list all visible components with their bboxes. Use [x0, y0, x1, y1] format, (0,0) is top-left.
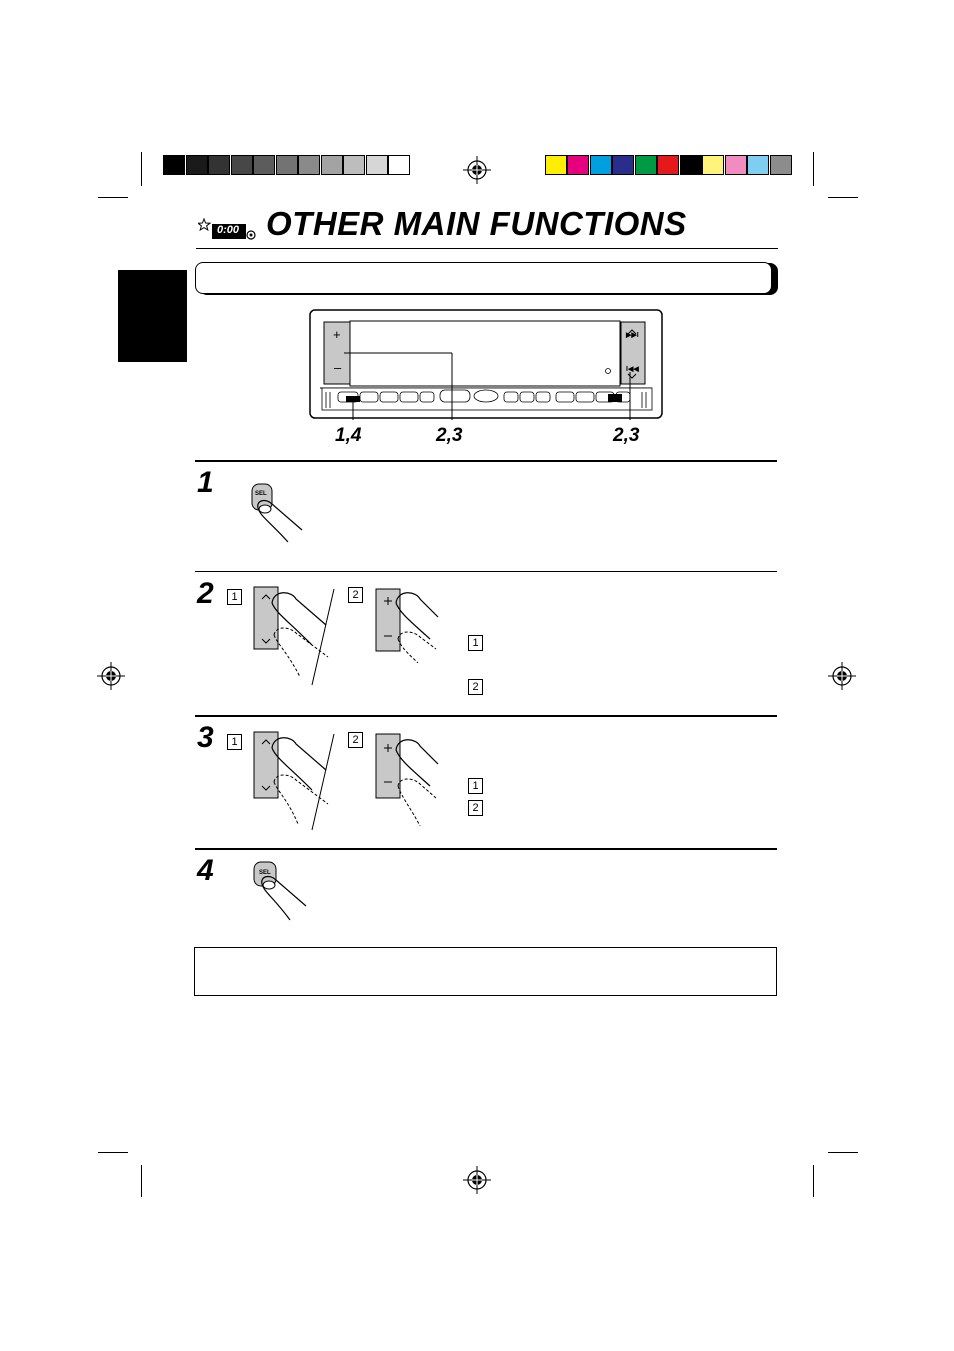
gray-swatch	[276, 155, 298, 175]
step-divider	[195, 715, 777, 717]
step-number-3: 3	[197, 721, 214, 754]
skip-back-icon: I◀◀	[626, 366, 639, 373]
volume-plus-label: +	[333, 327, 341, 342]
callout-volume: 2,3	[436, 425, 463, 446]
color-swatch	[567, 155, 589, 175]
section-heading-bar	[195, 262, 772, 294]
step-number-2: 2	[197, 577, 214, 610]
list-marker: 1	[468, 635, 483, 651]
gray-swatch	[298, 155, 320, 175]
sel-button-label: SEL	[255, 491, 267, 497]
gray-swatch	[231, 155, 253, 175]
gray-swatch	[163, 155, 185, 175]
step-divider	[195, 848, 777, 850]
registration-target-icon	[463, 156, 491, 184]
gray-swatch	[388, 155, 410, 175]
registration-target-icon	[463, 1166, 491, 1194]
color-swatch	[747, 155, 769, 175]
step-divider	[195, 460, 777, 462]
sub-marker: 2	[348, 732, 363, 748]
finger-press-skip-icon	[252, 585, 342, 687]
color-swatch	[725, 155, 747, 175]
callout-sel: 1,4	[335, 425, 362, 446]
sub-marker: 1	[227, 589, 242, 605]
color-swatch	[770, 155, 792, 175]
sel-button-label: SEL	[259, 870, 271, 876]
color-swatch	[612, 155, 634, 175]
step-number-1: 1	[197, 466, 214, 499]
gray-swatch	[253, 155, 275, 175]
finger-press-sel-icon	[250, 858, 310, 922]
list-marker: 2	[468, 679, 483, 695]
color-swatch	[635, 155, 657, 175]
list-marker: 2	[468, 800, 483, 816]
color-swatch	[657, 155, 679, 175]
gray-swatch	[321, 155, 343, 175]
language-tab	[118, 270, 187, 362]
color-swatch	[590, 155, 612, 175]
gray-swatch	[208, 155, 230, 175]
step-divider	[195, 571, 777, 572]
page-title: OTHER MAIN FUNCTIONS	[266, 205, 687, 242]
color-swatch	[680, 155, 702, 175]
finger-press-volume-icon	[374, 587, 440, 663]
callout-skip: 2,3	[613, 425, 640, 446]
gray-swatch	[186, 155, 208, 175]
step-number-4: 4	[197, 854, 214, 887]
finger-press-sel-icon	[248, 480, 306, 544]
color-swatch	[702, 155, 724, 175]
gray-swatch	[343, 155, 365, 175]
list-marker: 1	[468, 778, 483, 794]
clock-icon-text: 0:00	[217, 224, 240, 236]
color-swatch	[545, 155, 567, 175]
finger-press-skip-icon	[252, 730, 342, 832]
volume-minus-label: –	[334, 360, 342, 375]
registration-target-icon	[828, 662, 856, 690]
sub-marker: 1	[227, 734, 242, 750]
note-box	[194, 947, 777, 996]
sub-marker: 2	[348, 587, 363, 603]
skip-forward-icon: ▶▶I	[626, 332, 639, 339]
car-stereo-front-panel	[308, 308, 664, 420]
registration-target-icon	[97, 662, 125, 690]
finger-press-volume-icon	[374, 732, 440, 828]
title-underline	[196, 248, 778, 249]
gray-swatch	[366, 155, 388, 175]
